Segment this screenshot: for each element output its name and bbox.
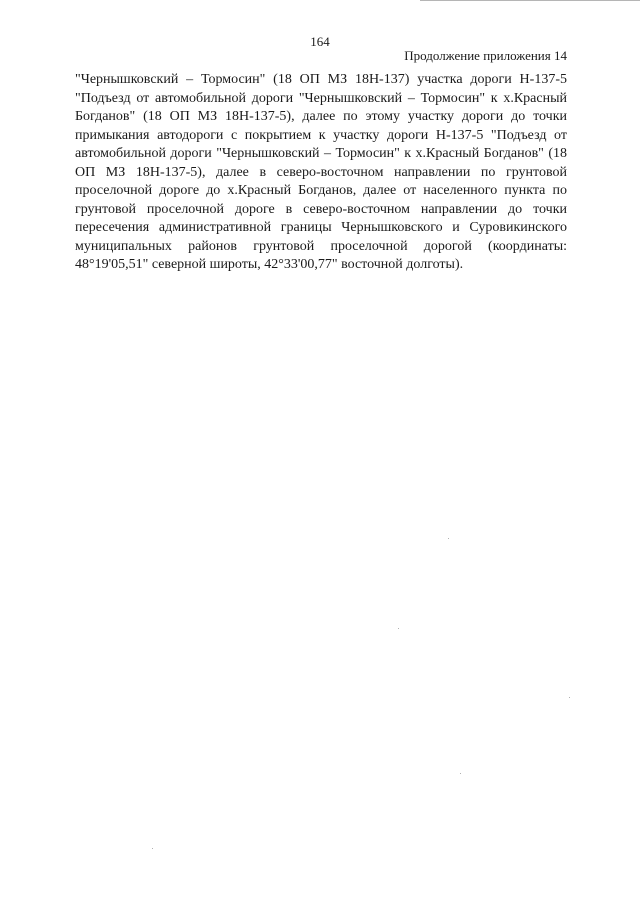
scan-speck [448,538,449,539]
scan-speck [152,848,153,849]
scan-speck [398,628,399,629]
page-number: 164 [310,34,330,49]
appendix-continuation-label: Продолжение приложения 14 [404,48,567,63]
top-edge-rule [420,0,640,1]
scan-speck [569,697,570,698]
scan-speck [460,773,461,774]
body-paragraph: "Чернышковский – Тормосин" (18 ОП МЗ 18Н-137) участка дороги Н-137-5 "Подъезд от автомобильной дороги "Чернышковский – Тормосин" к х.Красный Богданов" (18 ОП МЗ 18Н-137-5), далее по этому участку дороги до точки примыкания автодороги с покрытием к участку дороги Н-137-5 "Подъезд от автомобильной дороги "Чернышковский – Тормосин" к х.Красный Богданов" (18 ОП МЗ 18Н-137-5), далее в северо-восточном направлении по грунтовой проселочной дороге до х.Красный Богданов, далее от населенного пункта по грунтовой проселочной дороге в северо-восточном направлении до точки пересечения административной границы Чернышковского и Суровикинского муниципальных районов грунтовой проселочной дорогой (координаты: 48°19'05,51" северной широты, 42°33'00,77" восточной долготы). [75,72,567,272]
